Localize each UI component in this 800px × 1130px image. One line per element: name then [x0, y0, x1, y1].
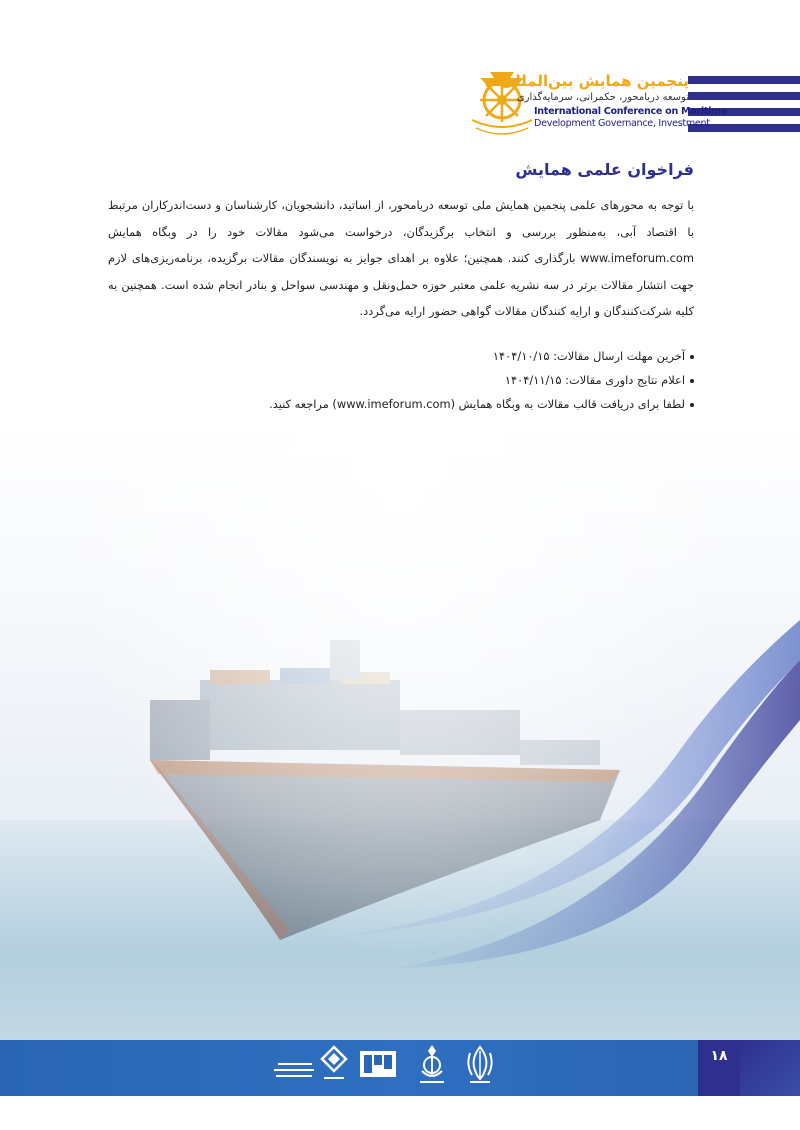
list-item — [108, 368, 694, 392]
template-instruction: لطفا برای دریافت قالب مقالات به وبگاه همایش (www.imeforum.com) مراجعه کنید. — [269, 397, 685, 411]
ministry-text-logo-icon — [272, 1043, 316, 1087]
background-fade — [0, 420, 800, 1040]
header-stripe — [688, 92, 800, 100]
bullet-icon — [690, 403, 694, 407]
bullet-icon — [690, 355, 694, 359]
review-results-date: اعلام نتایج داوری مقالات: ۱۴۰۴/۱۱/۱۵ — [504, 373, 685, 387]
conference-subtitle-fa: توسعه دریامحور، حکمرانی، سرمایه‌گذاری — [516, 92, 689, 103]
header-stripe — [688, 76, 800, 84]
ministry-logo-icon — [318, 1043, 350, 1087]
footer-corner — [740, 1040, 800, 1096]
list-item — [108, 392, 694, 416]
conference-title-en: International Conference on Maritime — [534, 106, 728, 117]
institute-logo-icon — [358, 1043, 398, 1087]
list-item — [108, 344, 694, 368]
section-title: فراخوان علمی همایش — [515, 160, 694, 179]
navy-emblem-icon — [414, 1043, 450, 1087]
deadline-list — [108, 344, 694, 416]
conference-subtitle-en: Development Governance, Investment — [534, 118, 710, 129]
conference-title-fa: پنجمین همایش بین‌المللی — [499, 72, 689, 90]
page-number: ۱۸ — [710, 1048, 728, 1064]
submission-deadline: آخرین مهلت ارسال مقالات: ۱۴۰۴/۱۰/۱۵ — [492, 349, 685, 363]
bullet-icon — [690, 379, 694, 383]
call-for-papers-paragraph: با توجه به محورهای علمی پنجمین همایش ملی توسعه دریامحور، از اساتید، دانشجویان، کارشناسان و دست‌اندرکاران مرتبط با اقتصاد آبی، به‌منظور بررسی و انتخاب برگزیدگان، درخواست می‌شود مقالات خود را در وبگاه همایش www.imeforum.com بارگذاری کنند. همچنین؛ علاوه بر اهدای جوایز به نویسندگان مقالات برگزیده، برنامه‌ریزی‌های لازم جهت انتشار مقالات برتر در سه نشریه علمی معتبر حوزه حمل‌ونقل و مهندسی سواحل و بنادر انجام شده است. همچنین به کلیه شرکت‌کنندگان و ارایه کنندگان مقالات گواهی حضور ارایه می‌گردد. — [108, 198, 694, 319]
iran-emblem-icon — [462, 1043, 498, 1087]
footer-bar — [0, 1040, 800, 1096]
